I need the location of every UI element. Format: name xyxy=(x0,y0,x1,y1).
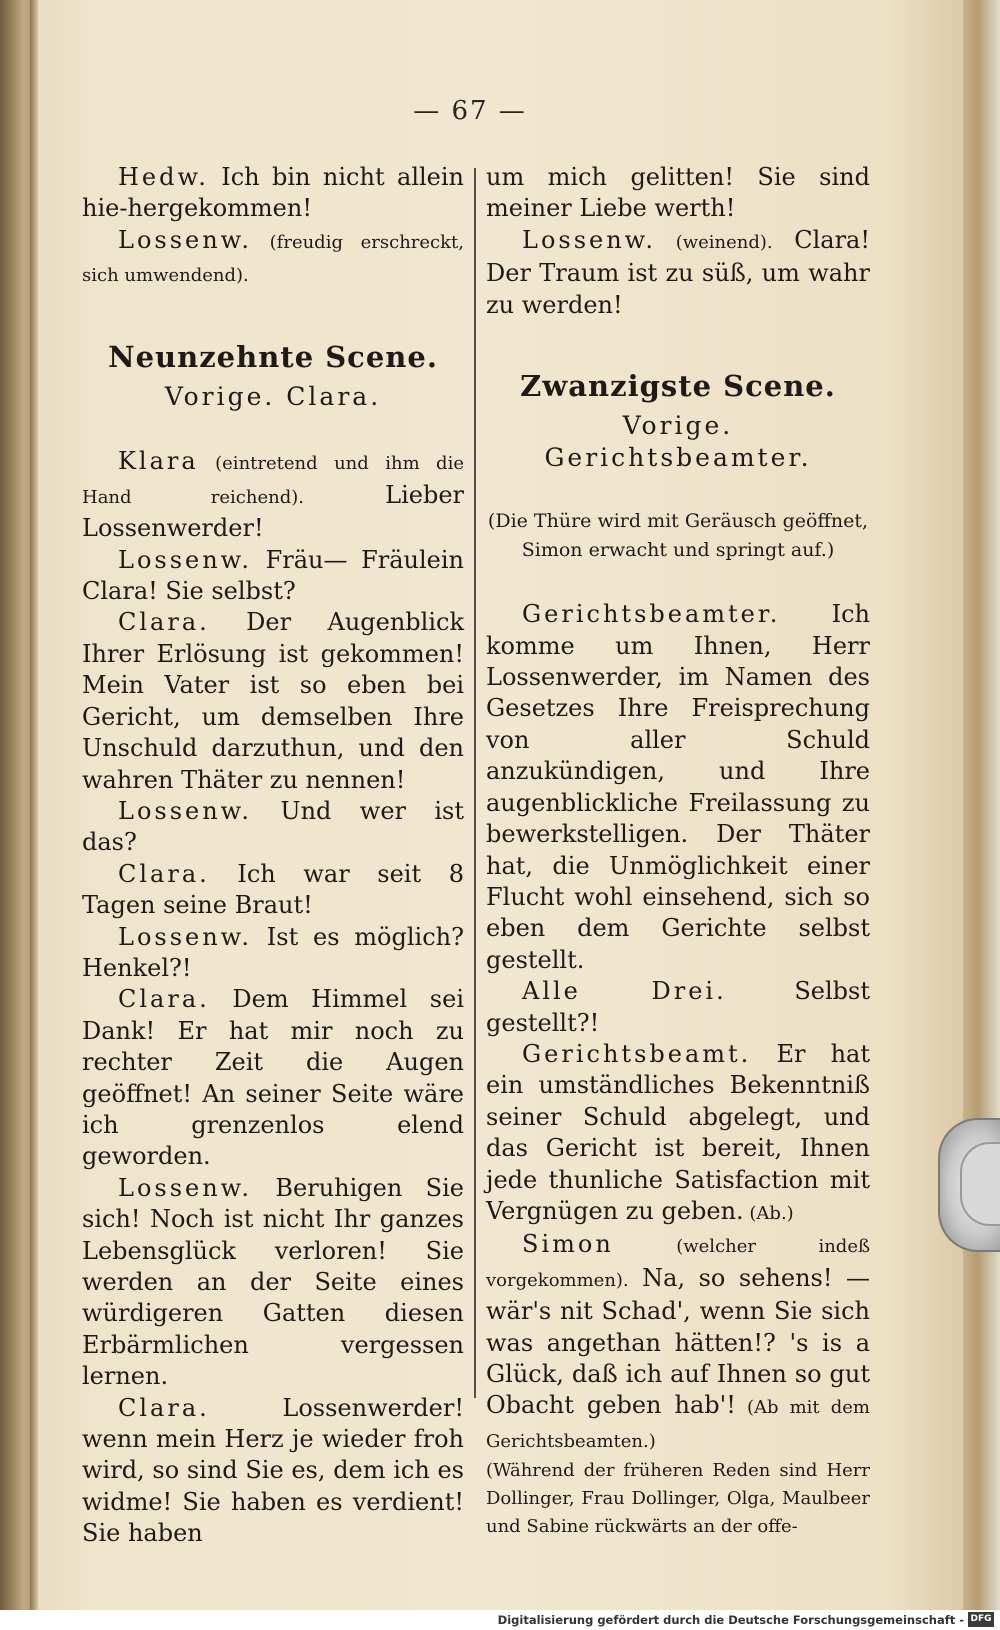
page-clip-inner-icon xyxy=(960,1142,1000,1226)
dialogue-text: Ist es möglich? Henkel?! xyxy=(82,922,464,982)
page-gutter xyxy=(30,0,38,1610)
stage-direction: (welcher indeß vorgekommen). xyxy=(486,1236,870,1291)
stage-direction: (Die Thüre wird mit Geräusch geöffnet, Simon erwacht und springt auf.) xyxy=(487,510,869,562)
footer-credit: Digitalisierung gefördert durch die Deutsche Forschungsgemeinschaft - xyxy=(497,1613,964,1627)
stage-direction: (weinend). xyxy=(656,231,773,253)
speaker-name: Lossenw. xyxy=(118,922,253,951)
speaker-name: Klara xyxy=(118,447,199,476)
stage-direction: (freudig erschreckt, sich umwendend). xyxy=(82,231,464,287)
speaker-name: Clara. xyxy=(118,985,210,1014)
stage-direction: (Während der früheren Reden sind Herr Dollinger, Frau Dollinger, Olga, Maulbeer und Sabine rückwärts an der offe- xyxy=(486,1460,870,1538)
left-column xyxy=(82,162,464,1550)
footer-bar xyxy=(0,1610,1000,1630)
paragraph xyxy=(486,976,870,1039)
speaker-name: Clara. xyxy=(118,1393,210,1422)
stage-direction: (eintretend und ihm die Hand reichend). xyxy=(82,453,464,508)
paragraph xyxy=(82,545,464,608)
stage-direction: (Ab mit dem Gerichtsbeamten.) xyxy=(486,1397,870,1452)
paragraph xyxy=(82,162,464,225)
right-column xyxy=(486,162,870,1541)
dfg-logo: DFG xyxy=(968,1612,994,1627)
dialogue-text: Fräu— Fräulein Clara! Sie selbst? xyxy=(82,545,464,606)
dialogue-text: Ich komme um Ihnen, Herr Lossenwerder, im Namen des Gesetzes Ihre Freisprechung von aller Schuld anzukündigen, und Ihre augenblickliche Freilassung zu bewerkstelligen. Der Thäter hat, die Unmöglichkeit einer Flucht wohl einsehend, sich so eben dem Gerichte selbst gestellt. xyxy=(486,600,870,974)
paragraph xyxy=(82,1393,464,1550)
speaker-name: Hedw. xyxy=(118,163,209,191)
paragraph xyxy=(82,859,464,922)
speaker-name: Gerichtsbeamter. xyxy=(522,600,781,629)
dialogue-text: Ich war seit 8 Tagen seine Braut! xyxy=(82,859,464,920)
paragraph xyxy=(82,796,464,859)
scene-persons: Vorige. Gerichtsbeamter. xyxy=(544,411,812,472)
scene-persons: Vorige. Clara. xyxy=(164,382,382,412)
speaker-name: Gerichtsbeamt. xyxy=(522,1039,752,1068)
speaker-name: Clara. xyxy=(118,608,210,637)
paragraph xyxy=(486,162,870,225)
dialogue-text: Lieber Lossenwerder! xyxy=(82,480,465,543)
paragraph xyxy=(486,1229,870,1457)
dialogue-text: Clara! Der Traum ist zu süß, um wahr zu werden! xyxy=(486,225,870,319)
speaker-name: Simon xyxy=(522,1230,614,1259)
speaker-name: Lossenw. xyxy=(118,796,253,825)
speaker-name: Alle Drei. xyxy=(522,977,727,1006)
dialogue-text: Na, so sehens! — wär's nit Schad', wenn Sie sich was angethan hätten!? 's is a Glück, daß ich auf Ihnen so gut Obacht geben hab'! xyxy=(486,1263,870,1420)
speaker-name: Lossenw. xyxy=(118,545,253,574)
dialogue-text: Selbst gestellt?! xyxy=(486,977,870,1037)
speaker-name: Clara. xyxy=(118,859,210,888)
dialogue-text: Beruhigen Sie sich! Noch ist nicht Ihr ganzes Lebensglück verloren! Sie werden an der Seite eines würdigeren Gatten diesen Erbärmlichen vergessen lernen. xyxy=(82,1173,464,1391)
paragraph xyxy=(82,446,464,544)
scene-title: Neunzehnte Scene. xyxy=(108,339,438,374)
page-number: — 67 — xyxy=(413,96,527,126)
stage-direction: (Ab.) xyxy=(743,1202,794,1224)
paragraph xyxy=(82,922,464,985)
speaker-name: Lossenw. xyxy=(522,225,657,254)
speaker-name: Lossenw. xyxy=(118,225,253,254)
paragraph xyxy=(486,1039,870,1229)
speaker-name: Lossenw. xyxy=(118,1173,253,1202)
dialogue-text: Dem Himmel sei Dank! Er hat mir noch zu rechter Zeit die Augen geöffnet! An seiner Seite wäre ich grenzenlos elend geworden. xyxy=(82,985,464,1171)
dialogue-text: Und wer ist das? xyxy=(82,796,464,857)
paragraph xyxy=(82,984,464,1172)
dialogue-text: um mich gelitten! Sie sind meiner Liebe werth! xyxy=(486,163,870,223)
dialogue-text: Lossenwerder! wenn mein Herz je wieder froh wird, so sind Sie es, dem ich es widme! Sie haben es verdient! Sie haben xyxy=(82,1393,464,1548)
book-binding xyxy=(0,0,30,1610)
dialogue-text: Der Augenblick Ihrer Erlösung ist gekommen! Mein Vater ist so eben bei Gericht, um demselben Ihre Unschuld darzuthun, und den wahren Thäter zu nennen! xyxy=(82,608,464,794)
dialogue-text: Er hat ein umständliches Bekenntniß seiner Schuld abgelegt, und das Gericht ist bereit, Ihnen jede thunliche Satisfaction mit Vergnügen zu geben. xyxy=(486,1039,870,1225)
paragraph xyxy=(486,599,870,976)
page-edge xyxy=(963,0,1000,1610)
paragraph xyxy=(82,607,464,795)
scene-title: Zwanzigste Scene. xyxy=(520,369,836,404)
dialogue-text: Ich bin nicht allein hie-hergekommen! xyxy=(82,163,464,223)
paragraph xyxy=(82,225,464,292)
paragraph xyxy=(82,1173,464,1393)
column-divider xyxy=(474,168,476,1398)
paragraph xyxy=(486,225,870,321)
